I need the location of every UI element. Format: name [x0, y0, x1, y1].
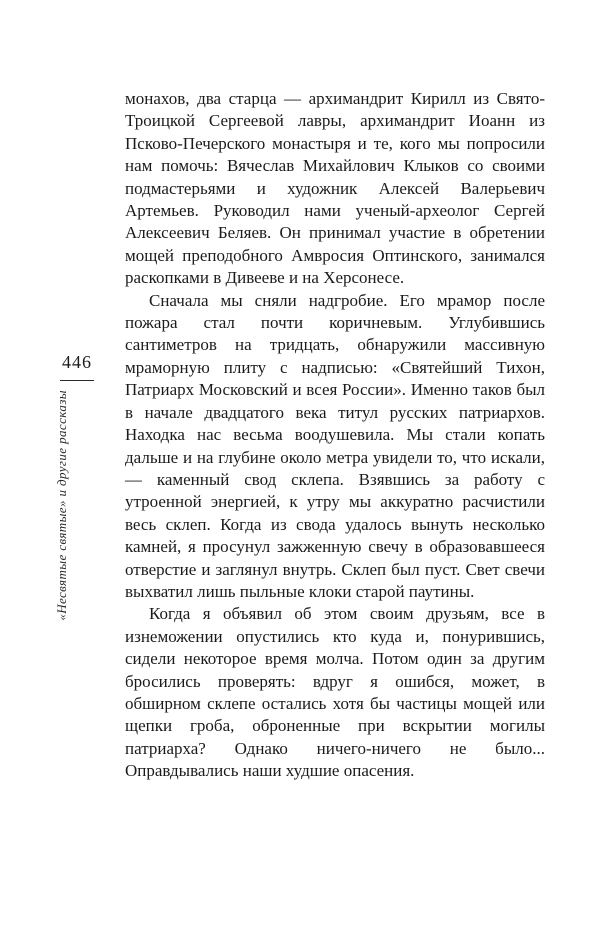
page-text [125, 88, 545, 783]
margin-divider [60, 380, 94, 381]
paragraph: Когда я объявил об этом своим друзьям, все в изнеможении опустились кто куда и, понурившись, сидели некоторое время молча. Потом один за другим бросились проверять: вдруг я ошибся, может, в обширном склепе остались хотя бы частицы мощей или щепки гроба, оброненные при вскрытии могилы патриарха? Однако ничего-ничего не было... Оправдывались наши худшие опасения. [125, 604, 545, 781]
book-title-vertical: «Несвятые святые» и другие рассказы [54, 390, 69, 621]
paragraph-continuation: монахов, два старца — архимандрит Кирилл из Свято-Троицкой Сергеевой лавры, архимандрит Иоанн из Псково-Печерского монастыря и те, кого мы попросили нам помочь: Вячеслав Михайлович Клыков со своими подмастерьями и художник Алексей Валерьевич Артемьев. Руководил нами ученый-археолог Сергей Алексеевич Беляев. Он принимал участие в обретении мощей преподобного Амвросия Оптинского, занимался раскопками в Дивееве и на Херсонесе. [125, 89, 545, 288]
page-number: 446 [62, 352, 92, 372]
paragraph: Сначала мы сняли надгробие. Его мрамор после пожара стал почти коричневым. Углубившись сантиметров на тридцать, обнаружили массивную мраморную плиту с надписью: «Святейший Тихон, Патриарх Московский и всея России». Именно таков был в начале двадцатого века титул русских патриархов. Находка нас весьма воодушевила. Мы стали копать дальше и на глубине около метра увидели то, что искали, — каменный свод склепа. Взявшись за работу с утроенной энергией, к утру мы аккуратно расчистили весь склеп. Когда из свода удалось вынуть несколько камней, я просунул зажженную свечу в образовавшееся отверстие и заглянул внутрь. Склеп был пуст. Свет свечи выхватил лишь пыльные клоки старой паутины. [125, 290, 545, 601]
